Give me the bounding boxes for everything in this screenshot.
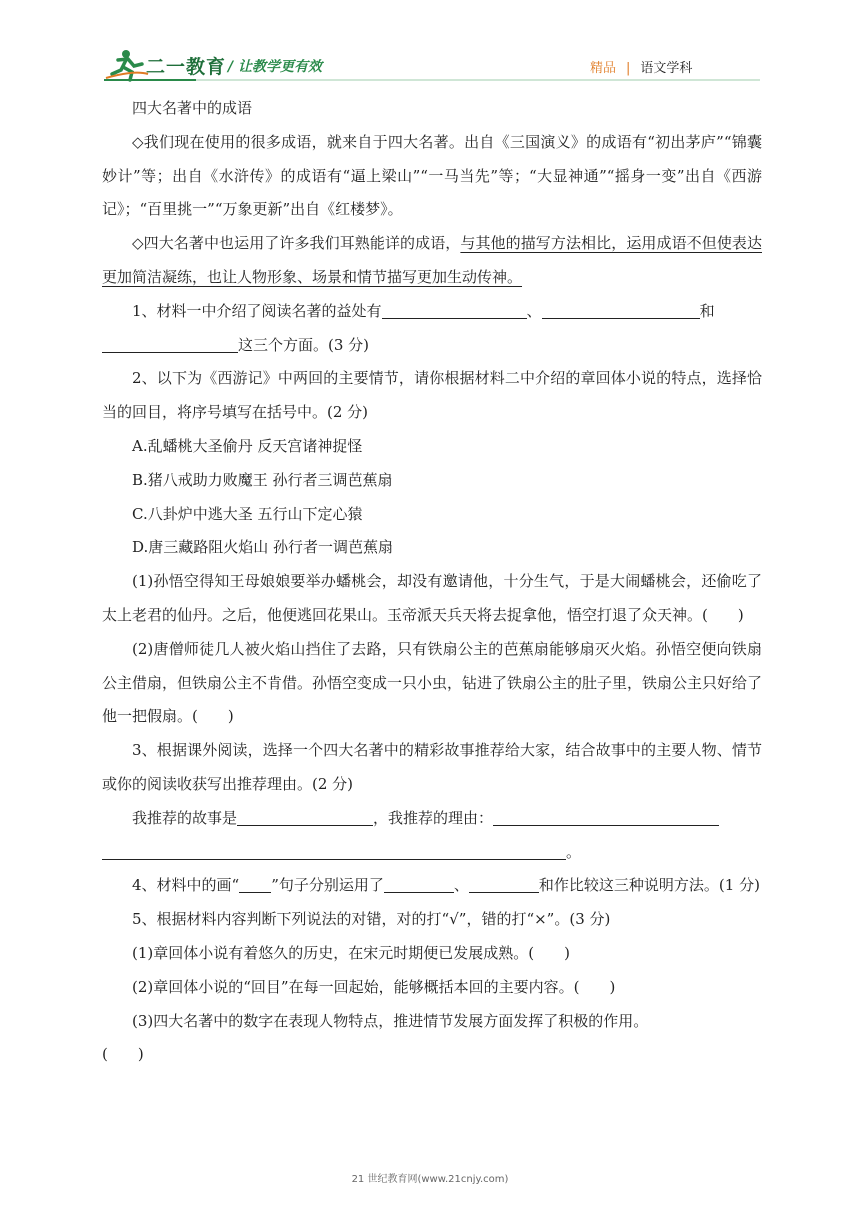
answer-blank[interactable] xyxy=(493,807,719,826)
question-4 xyxy=(102,869,762,903)
answer-blank[interactable] xyxy=(542,300,700,319)
slogan: / 让教学更有效 xyxy=(228,59,322,75)
option-b: B.猪八戒助力败魔王 孙行者三调芭蕉扇 xyxy=(132,470,393,489)
header-rule xyxy=(104,79,760,81)
answer-blank[interactable] xyxy=(102,841,566,860)
answer-blank[interactable] xyxy=(382,300,527,319)
option-c: C.八卦炉中逃大圣 五行山下定心猿 xyxy=(132,504,363,523)
question-2: 2、以下为《西游记》中两回的主要情节，请你根据材料二中介绍的章回体小说的特点，选择恰当的回目，将序号填写在括号中。(2 分) xyxy=(102,369,762,422)
paragraph-2 xyxy=(102,227,762,295)
answer-blank[interactable] xyxy=(384,874,454,893)
question-5-item-3: (3)四大名著中的数字在表现人物特点，推进情节发展方面发挥了积极的作用。 xyxy=(132,1011,649,1030)
question-1-text: 1、材料一中介绍了阅读名著的益处有 xyxy=(132,301,382,320)
question-1-and: 和 xyxy=(699,301,715,320)
subject-label: 语文学科 xyxy=(640,61,693,76)
question-5-item-1: (1)章回体小说有着悠久的历史，在宋元时期便已发展成熟。( ) xyxy=(132,943,570,962)
quality-label: 精品 xyxy=(590,61,617,76)
header-divider: | xyxy=(626,61,631,76)
page-header xyxy=(0,0,860,90)
question-5-item-2: (2)章回体小说的“回目”在每一回起始，能够概括本回的主要内容。( ) xyxy=(132,977,616,996)
question-3-prompt: 我推荐的故事是 xyxy=(132,808,238,827)
option-a: A.乱蟠桃大圣偷丹 反天宫诸神捉怪 xyxy=(132,436,363,455)
header-right xyxy=(590,57,692,76)
option-d: D.唐三藏路阻火焰山 孙行者一调芭蕉扇 xyxy=(132,538,394,557)
answer-blank[interactable] xyxy=(237,807,373,826)
paragraph-2-text: ◇四大名著中也运用了许多我们耳熟能详的成语， xyxy=(132,234,461,253)
question-4-text-2: ”句子分别运用了 xyxy=(271,876,384,895)
question-3-answer xyxy=(102,802,762,836)
question-1-end: 这三个方面。(3 分) xyxy=(238,335,370,354)
document-body xyxy=(102,92,762,1072)
underlined-sentence: 与其他的描写方法相比，运用成语不但使表达更加简洁凝练，也让人物形象、场景和情节描写更加生动传神。 xyxy=(102,234,762,286)
question-2-item-1: (1)孙悟空得知王母娘娘要举办蟠桃会，却没有邀请他，十分生气，于是大闹蟠桃会，还偷吃了太上老君的仙丹。之后，他便逃回花果山。玉帝派天兵天将去捉拿他，悟空打退了众天神。( ) xyxy=(102,572,762,624)
question-1-separator: 、 xyxy=(526,301,542,320)
question-1-cont xyxy=(102,329,762,363)
underline-mark xyxy=(239,874,271,893)
question-3-answer-cont xyxy=(102,836,762,870)
question-4-separator: 、 xyxy=(453,876,469,895)
question-4-text: 4、材料中的画“ xyxy=(132,876,240,895)
question-3-end: 。 xyxy=(566,842,582,861)
question-3: 3、根据课外阅读，选择一个四大名著中的精彩故事推荐给大家，结合故事中的主要人物、情节或你的阅读收获写出推荐理由。(2 分) xyxy=(102,741,762,793)
logo-text: 二一教育 xyxy=(146,56,227,78)
question-3-reason-label: ，我推荐的理由： xyxy=(373,808,494,827)
question-4-end: 和作比较这三种说明方法。(1 分) xyxy=(538,876,760,895)
paragraph-1: ◇我们现在使用的很多成语，就来自于四大名著。出自《三国演义》的成语有“初出茅庐”“锦囊妙计”等；出自《水浒传》的成语有“逼上梁山”“一马当先”等；“大显神通”“摇身一变”出自《西游记》；“百里挑一”“万象更新”出自《红楼梦》。 xyxy=(102,132,762,219)
answer-blank[interactable] xyxy=(102,334,238,353)
page-footer: 21 世纪教育网(www.21cnjy.com) xyxy=(351,1174,509,1185)
question-2-item-2: (2)唐僧师徒几人被火焰山挡住了去路，只有铁扇公主的芭蕉扇能够扇灭火焰。孙悟空便向铁扇公主借扇，但铁扇公主不肯借。孙悟空变成一只小虫，钻进了铁扇公主的肚子里，铁扇公主只好给了他一把假扇。( ) xyxy=(102,639,763,726)
answer-blank[interactable] xyxy=(469,874,539,893)
question-5: 5、根据材料内容判断下列说法的对错，对的打“√”，错的打“×”。(3 分) xyxy=(132,910,611,929)
question-5-item-3-paren: ( ) xyxy=(102,1045,144,1064)
question-1 xyxy=(102,295,762,329)
section-heading: 四大名著中的成语 xyxy=(132,99,253,117)
